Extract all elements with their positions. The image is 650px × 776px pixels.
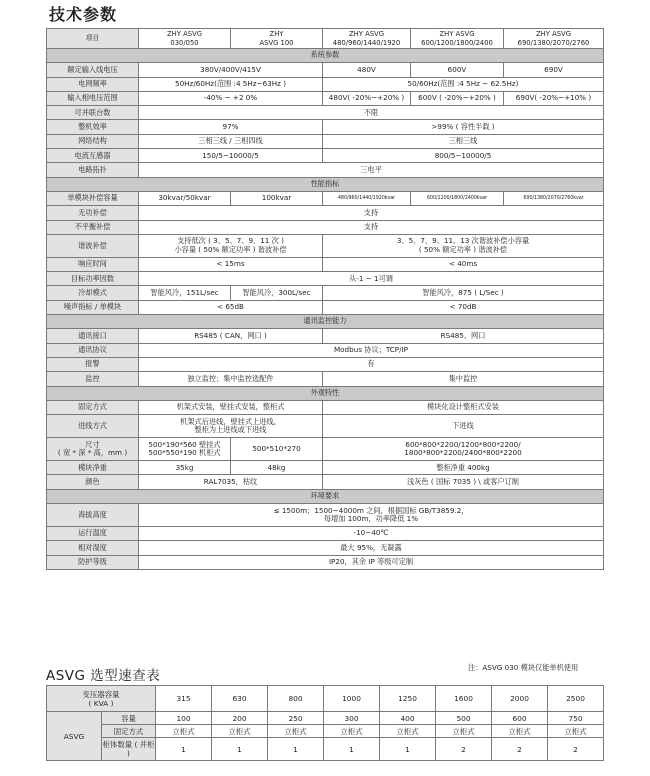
cell: 480V( -20%~+20% ) (323, 91, 411, 105)
cell: < 70dB (323, 300, 604, 314)
cell: 机架式安装，壁挂式安装，整柜式 (139, 400, 323, 414)
table-row (47, 343, 604, 357)
cell-line: ( 宽 * 深 * 高，mm ) (57, 448, 128, 458)
table-row (47, 475, 604, 489)
cell: 690V (504, 63, 604, 77)
cell-line: ≤ 1500m；1500~4000m 之间，根据国标 GB/T3859.2， (273, 505, 469, 515)
cell: 1250 (380, 686, 436, 712)
row-label: 防护等级 (47, 555, 139, 569)
cell-line: 支持低次 ( 3、5、7、9、11 次 ) (177, 236, 284, 246)
row-label: 单模块补偿容量 (47, 191, 139, 205)
cell: 1 (268, 738, 324, 761)
cell: 整柜净重 400kg (323, 461, 604, 475)
table-row (47, 272, 604, 286)
cell: -10~40℃ (139, 527, 604, 541)
cell: 模块化设计整柜式安装 (323, 400, 604, 414)
row-label: 目标功率因数 (47, 272, 139, 286)
cell: 下进线 (323, 415, 604, 438)
selection-title: ASVG 选型速查表 (46, 668, 161, 684)
cell: IP20，其余 IP 等级可定制 (139, 555, 604, 569)
table-row (47, 134, 604, 148)
row-label: 电流互感器 (47, 149, 139, 163)
cell: 从-1 ~ 1可调 (139, 272, 604, 286)
row-label: 噪声指标 / 单模块 (47, 300, 139, 314)
cell: 100kvar (231, 191, 323, 205)
cell: 800/5~10000/5 (323, 149, 604, 163)
row-label: 可并联台数 (47, 106, 139, 120)
table-row (47, 357, 604, 371)
cell: 2000 (492, 686, 548, 712)
row-label: 进线方式 (47, 415, 139, 438)
row-label: 模块净重 (47, 461, 139, 475)
header-model-690: ZHY ASVG 690/1380/2070/2760 (504, 29, 604, 49)
cell: 最大 95%，无凝露 (139, 541, 604, 555)
cell: 690V( -20%~+10% ) (504, 91, 604, 105)
table-row (47, 149, 604, 163)
section-system-params: 系统参数 (47, 49, 604, 63)
cell: 50Hz/60Hz(范围 :4 5Hz~63Hz ) (139, 77, 323, 91)
table-row (47, 300, 604, 314)
table-row (47, 286, 604, 300)
row-label: 海拔高度 (47, 504, 139, 527)
cell: 250 (268, 712, 324, 725)
tech-spec-table (46, 28, 604, 570)
cell: < 40ms (323, 257, 604, 271)
cell: 浅灰色 ( 国标 7035 ) \ 或客户订制 (323, 475, 604, 489)
cell: < 15ms (139, 257, 323, 271)
row-label: 无功补偿 (47, 206, 139, 220)
cell-line: 600*800*2200/1200*800*2200/ (405, 439, 521, 449)
cell: 立柜式 (212, 725, 268, 738)
cell: 立柜式 (548, 725, 604, 738)
cell: 400 (380, 712, 436, 725)
table-row (47, 438, 604, 461)
cell: 35kg (139, 461, 231, 475)
header-model-600: ZHY ASVG 600/1200/1800/2400 (411, 29, 504, 49)
cell: 800 (268, 686, 324, 712)
table-row (47, 461, 604, 475)
selection-row-count (47, 738, 604, 761)
row-label: 变压器容量 ( KVA ) (47, 686, 156, 712)
header-item: 项目 (47, 29, 139, 49)
cell: 2500 (548, 686, 604, 712)
cell: RS485、网口 (323, 329, 604, 343)
header-model-100: ZHY ASVG 100 (231, 29, 323, 49)
cell: 500*510*270 (231, 438, 323, 461)
cell: 50/60Hz(范围 :4 5Hz ~ 62.5Hz) (323, 77, 604, 91)
table-header-row (47, 29, 604, 49)
cell: 600V ( -20%~+20% ) (411, 91, 504, 105)
section-performance: 性能指标 (47, 177, 604, 191)
cell: 立柜式 (324, 725, 380, 738)
cell: 1 (212, 738, 268, 761)
row-label: 通讯协议 (47, 343, 139, 357)
cell (139, 504, 604, 527)
selection-row-transformer (47, 686, 604, 712)
table-row (47, 257, 604, 271)
cell-line: 500*550*190 机柜式 (148, 448, 221, 458)
table-row (47, 220, 604, 234)
cell: 1 (380, 738, 436, 761)
cell: 500 (436, 712, 492, 725)
row-label: 颜色 (47, 475, 139, 489)
section-environment: 环境要求 (47, 489, 604, 503)
cell: RS485 ( CAN，网口 ) (139, 329, 323, 343)
row-label: 固定方式 (47, 400, 139, 414)
cell (323, 438, 604, 461)
cell: 300 (324, 712, 380, 725)
cell (323, 234, 604, 257)
cell-line: 1800*800*2200/2400*800*2200 (404, 448, 522, 458)
table-row (47, 63, 604, 77)
group-label: ASVG (47, 712, 102, 761)
cell: 立柜式 (380, 725, 436, 738)
cell: 100 (156, 712, 212, 725)
cell: 30kvar/50kvar (139, 191, 231, 205)
cell: 2 (492, 738, 548, 761)
table-row (47, 120, 604, 134)
row-label: 电路拓扑 (47, 163, 139, 177)
cell: 690/1380/2070/2760kvar (504, 191, 604, 205)
table-row (47, 234, 604, 257)
table-row (47, 400, 604, 414)
table-row (47, 91, 604, 105)
row-label: 运行温度 (47, 527, 139, 541)
cell: 2 (548, 738, 604, 761)
table-row (47, 541, 604, 555)
cell: 智能风冷，300L/sec (231, 286, 323, 300)
cell: 1 (156, 738, 212, 761)
cell: 200 (212, 712, 268, 725)
cell: 有 (139, 357, 604, 371)
cell: 支持 (139, 206, 604, 220)
row-label: 监控 (47, 372, 139, 386)
row-label: 柜体数量 ( 并柜 ) (102, 738, 156, 761)
cell: < 65dB (139, 300, 323, 314)
table-row (47, 191, 604, 205)
header-model-480: ZHY ASVG 480/960/1440/1920 (323, 29, 411, 49)
cell: 智能风冷，875 ( L/Sec ) (323, 286, 604, 300)
cell-line: 500*190*560 壁挂式 (148, 439, 221, 449)
cell: 立柜式 (492, 725, 548, 738)
cell: 630 (212, 686, 268, 712)
row-label: 整机效率 (47, 120, 139, 134)
cell: 1 (324, 738, 380, 761)
cell: 三电平 (139, 163, 604, 177)
table-row (47, 504, 604, 527)
row-label: 通讯接口 (47, 329, 139, 343)
cell: 支持 (139, 220, 604, 234)
row-label: 冷却模式 (47, 286, 139, 300)
cell: -40% ~ +2 0% (139, 91, 323, 105)
cell: 600 (492, 712, 548, 725)
row-label: 报警 (47, 357, 139, 371)
cell: Modbus 协议；TCP/IP (139, 343, 604, 357)
cell (139, 415, 323, 438)
cell: 600V (411, 63, 504, 77)
cell: 集中监控 (323, 372, 604, 386)
cell: 480V (323, 63, 411, 77)
table-row (47, 329, 604, 343)
cell: 立柜式 (268, 725, 324, 738)
cell-line: ( 50% 额定功率 ) 谐波补偿 (418, 244, 508, 254)
table-row (47, 163, 604, 177)
cell-line: 3、5、7、9、11、13 次谐波补偿小容量 (396, 236, 530, 246)
row-label: 电网频率 (47, 77, 139, 91)
cell: 立柜式 (436, 725, 492, 738)
table-row (47, 77, 604, 91)
cell: 不限 (139, 106, 604, 120)
cell-line: 整柜为上进线或下进线 (194, 425, 267, 435)
row-label: 额定输入线电压 (47, 63, 139, 77)
cell-line: 尺寸 (85, 439, 100, 449)
cell: 600/1200/1800/2400kvar (411, 191, 504, 205)
section-communication: 通讯监控能力 (47, 315, 604, 329)
selection-table (46, 685, 604, 761)
cell: 480/960/1440/1920kvar (323, 191, 411, 205)
selection-row-mount (47, 725, 604, 738)
cell: 380V/400V/415V (139, 63, 323, 77)
cell-line: 每增加 100m，功率降低 1% (323, 514, 419, 524)
cell: 三相三线 (323, 134, 604, 148)
cell: 315 (156, 686, 212, 712)
row-label: 谐波补偿 (47, 234, 139, 257)
cell-line: 小容量 ( 50% 额定功率 ) 谐波补偿 (174, 244, 287, 254)
cell: 97% (139, 120, 323, 134)
table-row (47, 527, 604, 541)
row-label (47, 438, 139, 461)
table-row (47, 106, 604, 120)
cell: 立柜式 (156, 725, 212, 738)
cell (139, 234, 323, 257)
row-label: 网络结构 (47, 134, 139, 148)
section-appearance: 外观特性 (47, 386, 604, 400)
cell-line: 机架式后进线，壁挂式上进线， (180, 416, 281, 426)
row-label: 固定方式 (102, 725, 156, 738)
cell: 150/5~10000/5 (139, 149, 323, 163)
cell: 1600 (436, 686, 492, 712)
row-label: 相对湿度 (47, 541, 139, 555)
row-label: 不平衡补偿 (47, 220, 139, 234)
cell: >99% ( 容性半载 ) (323, 120, 604, 134)
table-row (47, 206, 604, 220)
page-title: 技术参数 (49, 5, 118, 24)
row-label: 输入相电压范围 (47, 91, 139, 105)
cell (139, 438, 231, 461)
cell: RAL7035，枯纹 (139, 475, 323, 489)
selection-note: 注：ASVG 030 模块仅能单机使用 (468, 663, 579, 672)
table-row (47, 555, 604, 569)
table-row (47, 415, 604, 438)
cell: 三相三线 / 三相四线 (139, 134, 323, 148)
cell: 750 (548, 712, 604, 725)
header-model-030-050: ZHY ASVG 030/050 (139, 29, 231, 49)
cell: 智能风冷，151L/sec (139, 286, 231, 300)
table-row (47, 372, 604, 386)
row-label: 响应时间 (47, 257, 139, 271)
selection-row-capacity (47, 712, 604, 725)
cell: 48kg (231, 461, 323, 475)
cell: 独立监控；集中监控选配件 (139, 372, 323, 386)
cell: 2 (436, 738, 492, 761)
row-label: 容量 (102, 712, 156, 725)
cell: 1000 (324, 686, 380, 712)
